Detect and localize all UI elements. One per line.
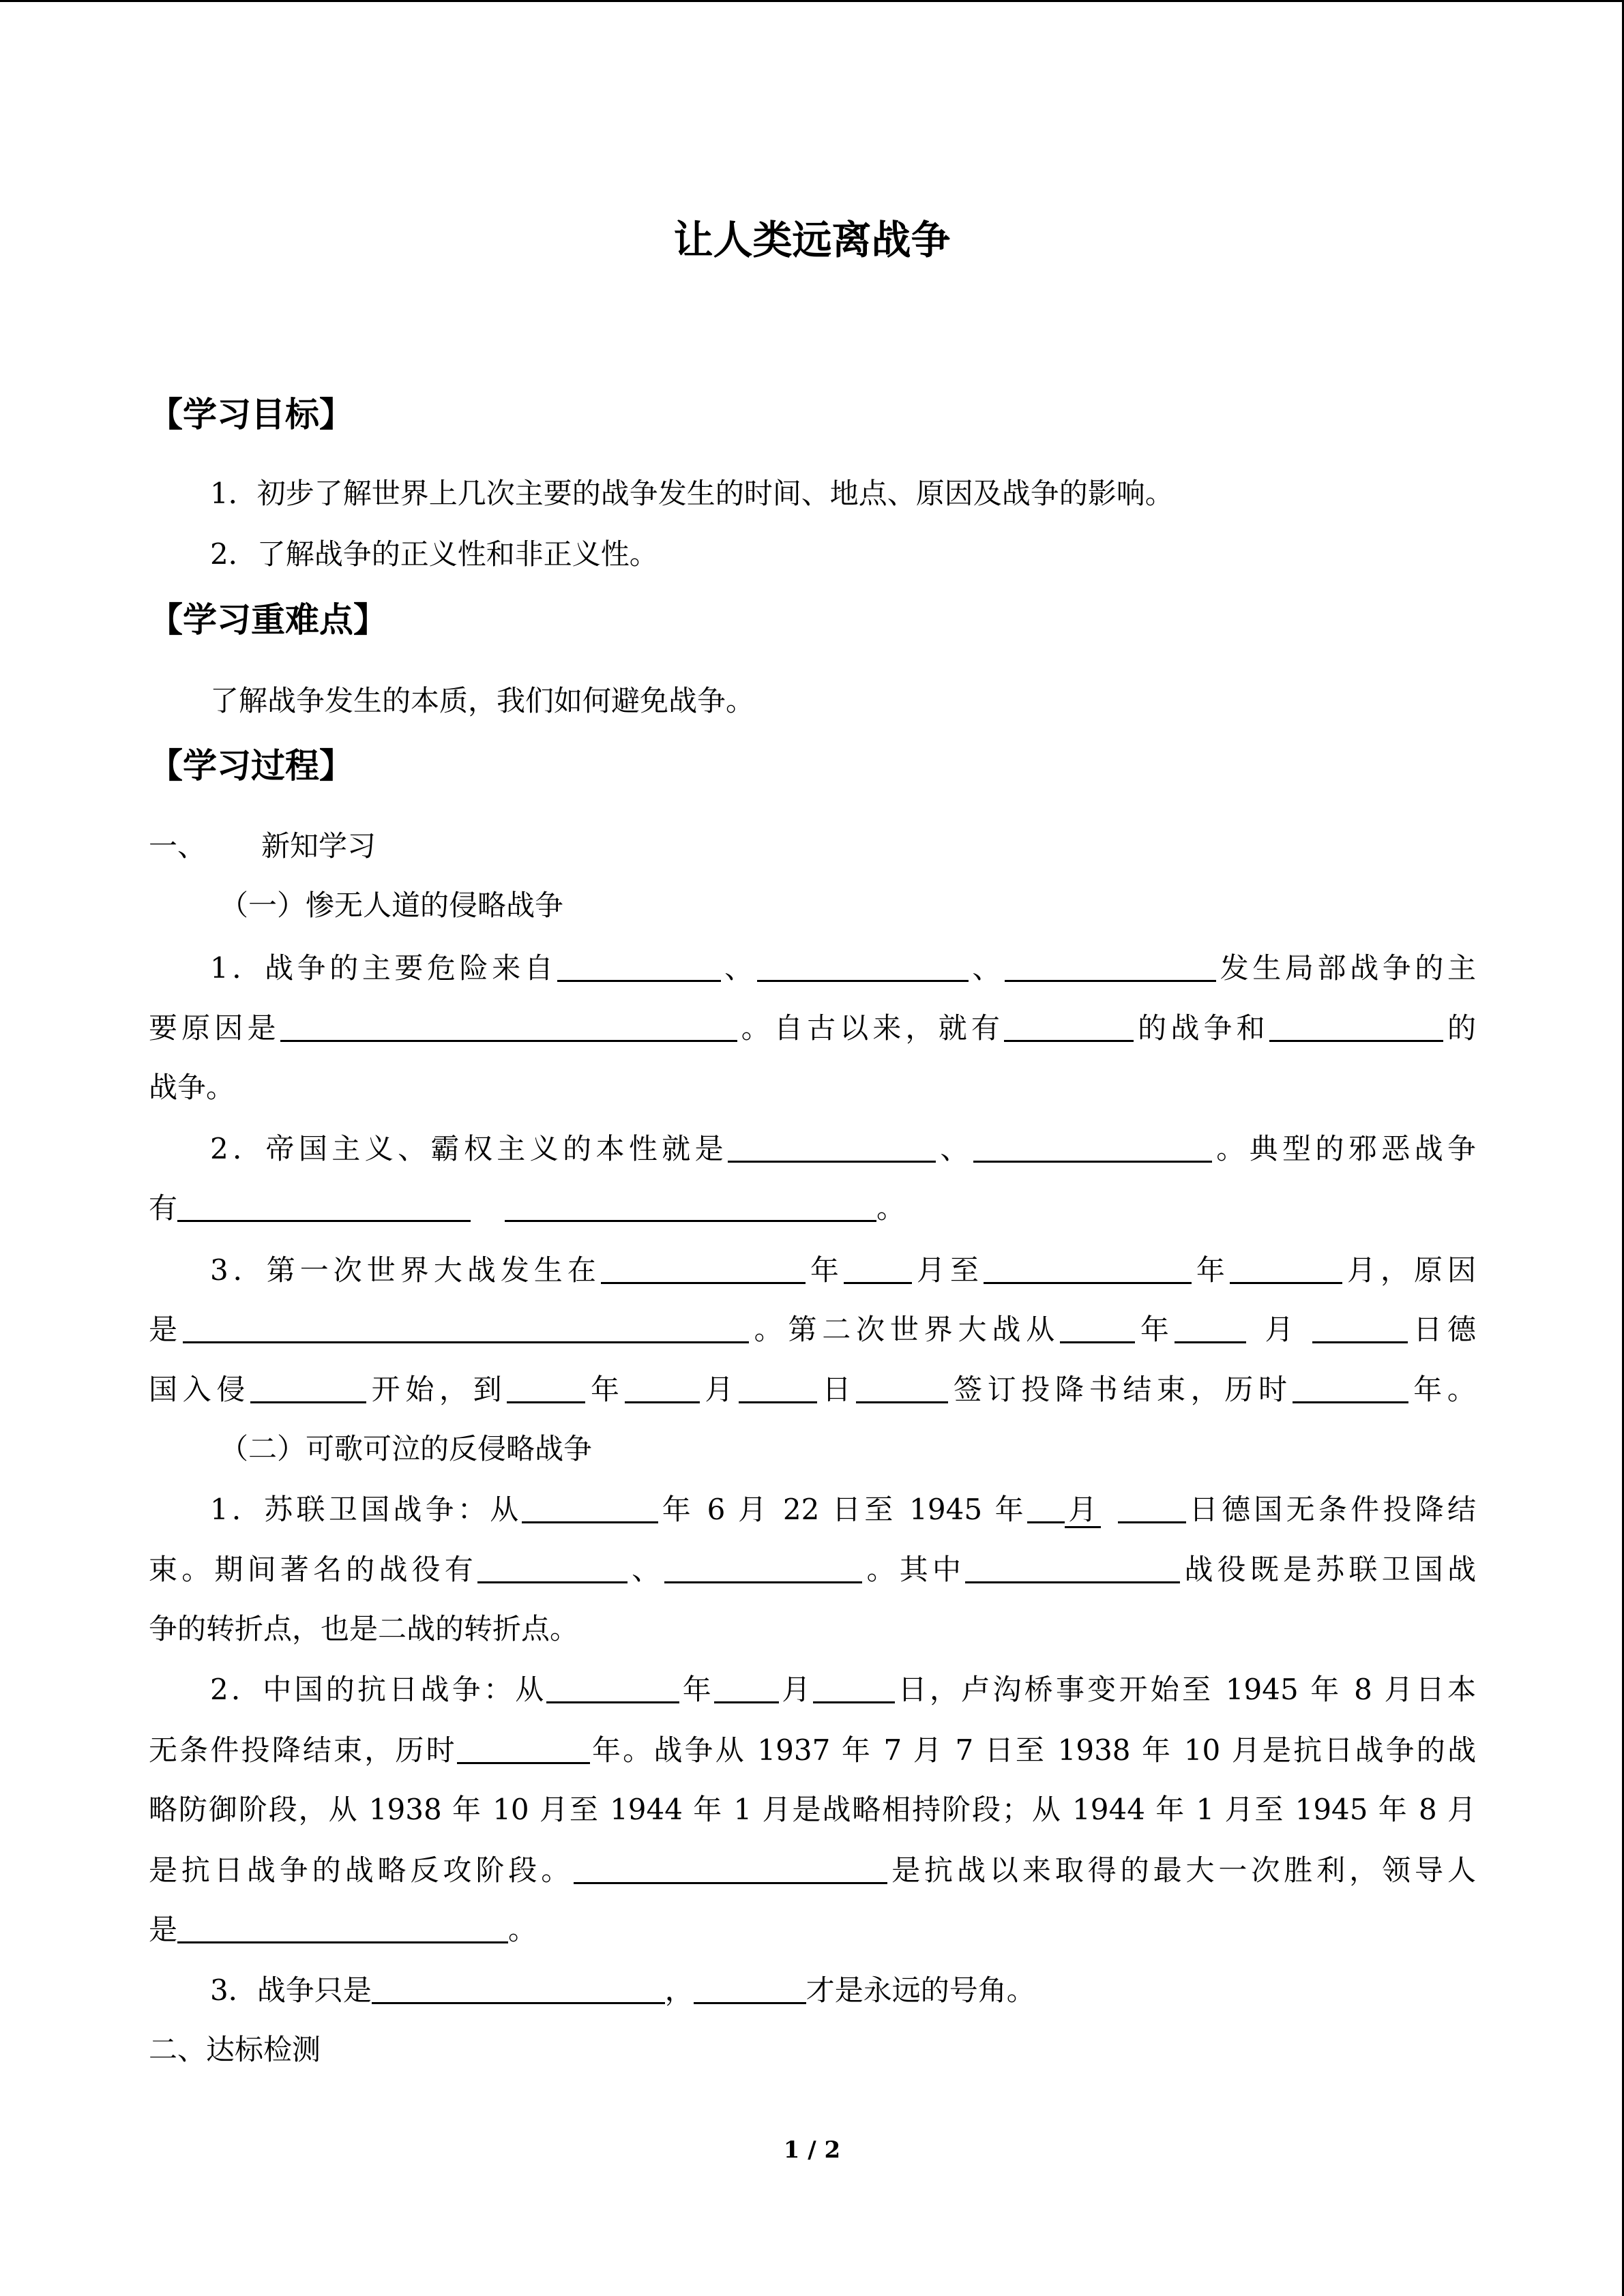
q2-line-1: 2．帝国主义、霸权主义的本性就是 、 。典型的邪恶战争 (210, 1132, 1476, 1165)
objective-2: 2．了解战争的正义性和非正义性。 (210, 537, 658, 571)
objective-1: 1．初步了解世界上几次主要的战争发生的时间、地点、原因及战争的影响。 (210, 477, 1174, 510)
page-border-top (0, 0, 1624, 2)
q5-line-4: 是抗日战争的战略反攻阶段。 是抗战以来取得的最大一次胜利，领导人 (149, 1853, 1476, 1887)
fill-blank[interactable] (507, 1371, 585, 1403)
fill-blank[interactable] (664, 1551, 862, 1583)
fill-blank[interactable] (984, 1252, 1192, 1284)
section-1-number: 一、 (149, 829, 207, 863)
fill-blank[interactable] (177, 1190, 471, 1222)
q5-line-1: 2．中国的抗日战争：从 年 月 日，卢沟桥事变开始至 1945 年 8 月日本 (210, 1673, 1476, 1706)
fill-blank[interactable] (250, 1371, 366, 1403)
q5-line-5: 是 。 (149, 1913, 537, 1946)
fill-blank[interactable] (1230, 1252, 1342, 1284)
fill-blank[interactable] (856, 1371, 948, 1403)
q3-line-1: 3．第一次世界大战发生在 年 月至 年 月，原因 (210, 1253, 1476, 1287)
fill-blank[interactable] (477, 1551, 628, 1583)
section-1-title: 新知学习 (261, 829, 377, 863)
fill-blank[interactable] (844, 1252, 912, 1284)
q3-line-2: 是 。第二次世界大战从 年 月 日德 (149, 1313, 1476, 1346)
fill-blank[interactable] (739, 1371, 817, 1403)
fill-blank[interactable] (1005, 950, 1216, 982)
q5-line-2: 无条件投降结束，历时 年。战争从 1937 年 7 月 7 日至 1938 年 10 月是抗日战争的战 (149, 1733, 1476, 1767)
fill-blank[interactable] (280, 1010, 737, 1042)
fill-blank[interactable] (601, 1252, 806, 1284)
section-2-title: 二、达标检测 (149, 2033, 321, 2066)
fill-blank[interactable] (1312, 1311, 1408, 1343)
fill-blank[interactable] (973, 1131, 1212, 1163)
fill-blank[interactable] (1118, 1491, 1186, 1523)
fill-blank[interactable] (625, 1371, 700, 1403)
q4-line-1: 1．苏联卫国战争：从 年 6 月 22 日至 1945 年 月 日德国无条件投降结 (210, 1489, 1476, 1530)
fill-blank[interactable] (757, 950, 969, 982)
q4-line-2: 束。期间著名的战役有 、 。其中 战役既是苏联卫国战 (149, 1553, 1476, 1586)
fill-blank[interactable] (728, 1131, 936, 1163)
fill-blank[interactable] (1269, 1010, 1443, 1042)
fill-blank[interactable] (574, 1852, 887, 1884)
fill-blank[interactable] (813, 1671, 895, 1703)
heading-key-points: 【学习重难点】 (149, 600, 387, 640)
key-points-text: 了解战争发生的本质，我们如何避免战争。 (210, 684, 755, 717)
fill-blank[interactable] (457, 1732, 590, 1764)
fill-blank[interactable] (505, 1190, 876, 1222)
fill-blank[interactable] (694, 1972, 806, 2004)
q1-line-2: 要原因是 。自古以来，就有 的战争和 的 (149, 1011, 1476, 1045)
fill-blank[interactable] (1175, 1311, 1246, 1343)
q3-line-3: 国入侵 开始，到 年 月 日 签订投降书结束，历时 年。 (149, 1373, 1476, 1406)
heading-process: 【学习过程】 (149, 746, 353, 786)
fill-blank[interactable] (557, 950, 721, 982)
subsection-2-title: （二）可歌可泣的反侵略战争 (220, 1432, 593, 1465)
q5-line-3: 略防御阶段，从 1938 年 10 月至 1944 年 1 月是战略相持阶段；从 1944 年 1 月至 1945 年 8 月 (149, 1793, 1476, 1826)
page-number: 1 / 2 (783, 2136, 841, 2164)
heading-objectives: 【学习目标】 (149, 395, 353, 434)
fill-blank[interactable] (177, 1911, 508, 1943)
q1-line-1: 1．战争的主要危险来自 、 、 发生局部战争的主 (210, 951, 1476, 985)
fill-blank[interactable] (1004, 1010, 1134, 1042)
fill-blank[interactable] (1027, 1491, 1065, 1523)
fill-blank[interactable] (1060, 1311, 1135, 1343)
fill-blank[interactable] (546, 1671, 679, 1703)
page-title: 让人类远离战争 (673, 217, 951, 263)
q2-line-2: 有 。 (149, 1191, 906, 1225)
fill-blank[interactable] (714, 1671, 779, 1703)
q6-line: 3．战争只是 ， 才是永远的号角。 (210, 1973, 1035, 2007)
fill-blank[interactable] (183, 1311, 749, 1343)
fill-blank[interactable] (372, 1972, 665, 2004)
subsection-1-title: （一）惨无人道的侵略战争 (220, 889, 564, 922)
fill-blank[interactable] (522, 1491, 658, 1523)
q1-line-3: 战争。 (149, 1071, 235, 1104)
fill-blank[interactable] (1293, 1371, 1408, 1403)
fill-blank[interactable] (965, 1551, 1180, 1583)
q4-line-3: 争的转折点，也是二战的转折点。 (149, 1612, 579, 1645)
